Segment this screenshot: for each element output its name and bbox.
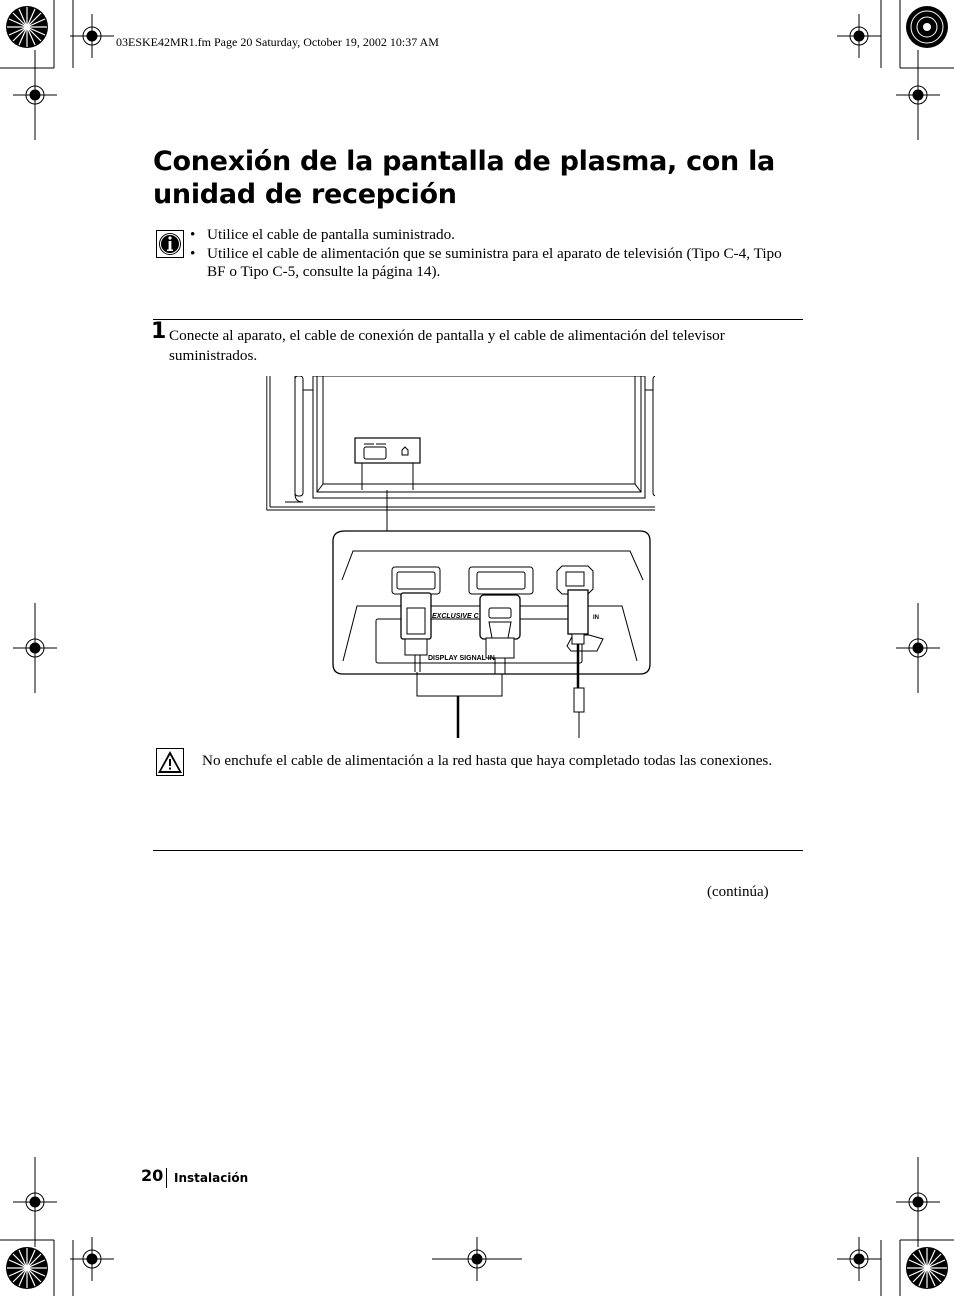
section-divider [153,319,803,320]
panel-label-bottom: DISPLAY SIGNAL IN [428,655,495,662]
warning-text: No enchufe el cable de alimentación a la red hasta que haya completado todas las conexiones. [202,752,773,769]
continued-label: (continúa) [707,884,769,900]
panel-label-top: EXCLUSIVE C [432,613,479,620]
note-list [190,226,790,282]
step-number: 1 [151,319,167,344]
step-text: Conecte al aparato, el cable de conexión de pantalla y el cable de alimentación del televisor suministrados. [169,327,725,364]
file-info-header: 03ESKE42MR1.fm Page 20 Saturday, October 19, 2002 10:37 AM [116,35,439,49]
note-item: • Utilice el cable de pantalla suministrado. [190,226,455,243]
section-divider [153,850,803,851]
power-label: IN [593,615,599,621]
footer-divider [166,1168,167,1188]
info-icon [156,230,184,258]
connection-diagram [265,376,655,738]
note-item: • Utilice el cable de alimentación que se suministra para el aparato de televisión (Tipo C-4, Tipo BF o Tipo C-5, consulte la página 14). [190,244,782,280]
page-title: Conexión de la pantalla de plasma, con la unidad de recepción [153,146,775,210]
warning-icon [156,748,184,776]
section-name: Instalación [174,1171,249,1185]
page-number: 20 [141,1166,164,1185]
